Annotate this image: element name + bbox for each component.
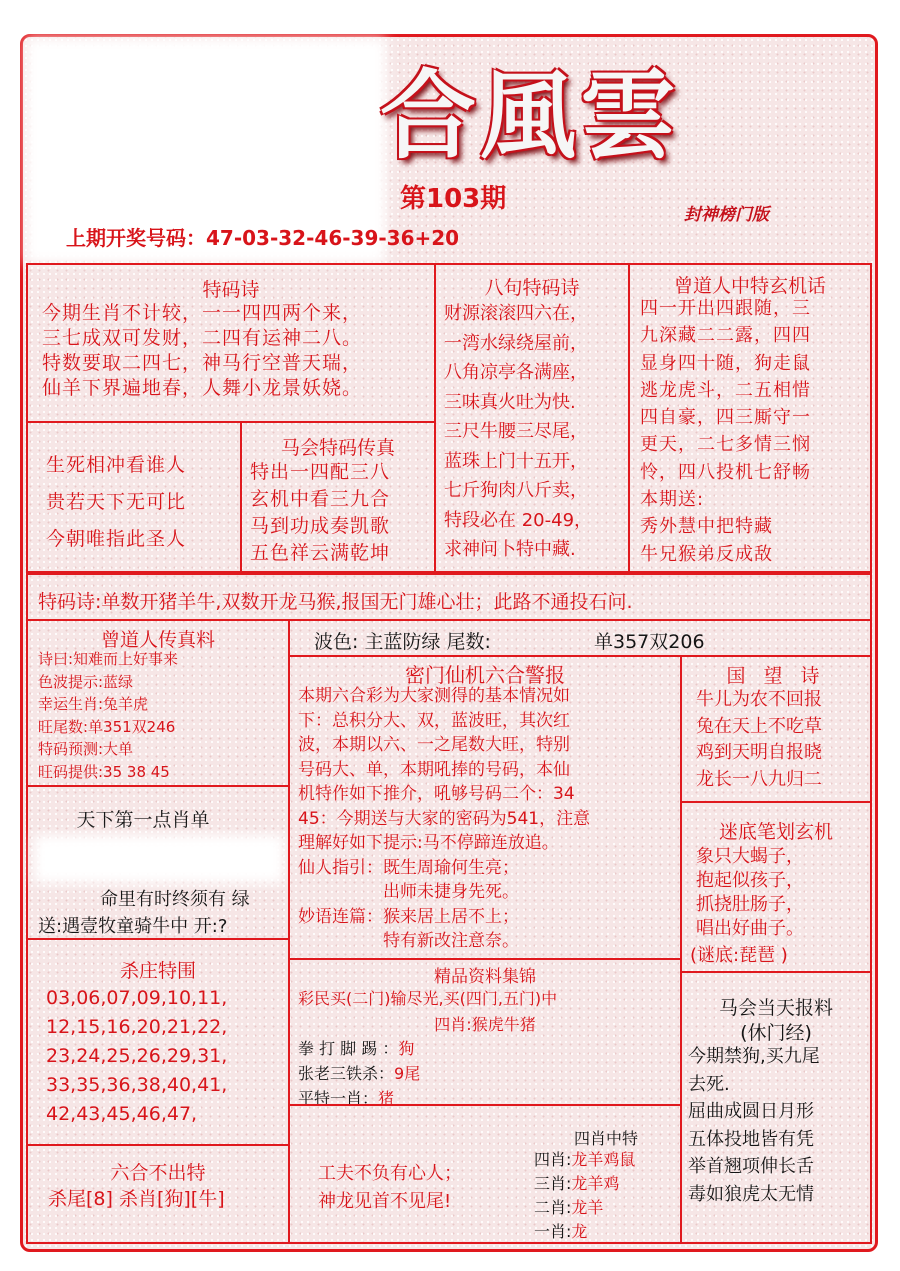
guowang-box <box>680 655 872 803</box>
text-line: 妙语连篇：猴来居上居不上； <box>298 906 519 927</box>
banner-box <box>26 573 872 621</box>
text-line: 特有新改注意奈。 <box>298 931 519 951</box>
item-label: 张老三铁杀： <box>298 1064 395 1083</box>
wave-left: 波色: 主蓝防绿 尾数: <box>314 631 491 653</box>
zodiac-label: 三肖: <box>534 1174 572 1193</box>
secret-text <box>298 684 590 954</box>
text-line: 玄机中看三九合 <box>250 488 391 510</box>
text-line: 逃龙虎斗，二五相惜 <box>640 379 811 401</box>
text-line: 神龙见首不见尾! <box>318 1191 452 1212</box>
number-line: 33,35,36,38,40,41, <box>46 1074 228 1096</box>
text-line: 波，本期以六、一之尾数大旺，特别 <box>298 735 570 755</box>
text-line: 四一开出四跟随，三 <box>640 298 811 319</box>
horse-day-box <box>680 971 872 1244</box>
jingpin-line2: 四肖:猴虎牛猪 <box>434 1015 536 1034</box>
number-one-line1: 命里有时终须有 绿 <box>100 889 250 910</box>
poem-line: 一湾水绿绕屋前， <box>444 332 588 354</box>
life-death-text <box>46 447 186 558</box>
riddle-box <box>680 801 872 973</box>
zodiac-value: 龙羊鸡 <box>571 1174 620 1193</box>
zeng-words-box <box>628 263 872 573</box>
text-line: 理解好如下提示:马不停蹄连放追。 <box>298 833 559 853</box>
poem-line: 龙长一八九归二 <box>696 768 822 790</box>
guowang-text <box>696 687 822 793</box>
number-line: 03,06,07,09,10,11, <box>46 987 228 1009</box>
horse-day-subtitle: (休门经) <box>740 1022 812 1044</box>
wave-right: 单357双206 <box>594 631 705 653</box>
bottom-middle-box <box>288 1104 682 1244</box>
number-one-title: 天下第一点肖单 <box>76 809 210 831</box>
zodiac-label: 二肖: <box>534 1198 572 1217</box>
poem-line: 特段必在 20-49， <box>444 509 593 531</box>
item-value: 9尾 <box>394 1064 421 1083</box>
text-line: 幸运生肖:兔羊虎 <box>38 695 149 713</box>
text-line: 今朝唯指此圣人 <box>46 528 187 550</box>
item-label: 平特一肖： <box>298 1089 379 1108</box>
number-line: 12,15,16,20,21,22, <box>46 1016 228 1038</box>
text-line: 仙人指引：既生周瑜何生亮； <box>298 857 519 878</box>
riddle-title: 迷底笔划玄机 <box>718 821 833 843</box>
riddle-line: 象只大蝎子， <box>696 846 804 867</box>
jingpin-items <box>298 1036 420 1111</box>
kill-box <box>26 938 290 1146</box>
text-line: 旺尾数:单351双246 <box>38 717 176 736</box>
text-line: 本期六合彩为大家测得的基本情况如 <box>298 686 570 706</box>
guowang-title: 国 望 诗 <box>726 665 826 687</box>
masthead-logo: 合風雲 <box>380 59 680 172</box>
zodiac-item <box>534 1196 635 1220</box>
no-special-title: 六合不出特 <box>110 1162 206 1184</box>
item-label: 拳 打 脚 踢 ： <box>298 1039 399 1058</box>
poem-line: 八角凉亭各满座， <box>444 362 588 383</box>
text-line: 生死相冲看谁人 <box>46 454 187 476</box>
no-special-box <box>26 1144 290 1244</box>
effort-text <box>318 1160 462 1216</box>
zeng-fax-box <box>26 619 290 787</box>
poem-line: 求神问卜特中藏. <box>444 539 576 560</box>
zodiac-label: 一肖: <box>534 1222 572 1241</box>
last-draw-numbers: 上期开奖号码：47-03-32-46-39-36+20 <box>66 226 460 250</box>
text-line: 下：总积分大、双，蓝波旺，其次红 <box>298 710 570 731</box>
text-line: 特出一四配三八 <box>250 461 391 483</box>
poem-line: 三味真火吐为快. <box>444 391 576 413</box>
zodiac-item <box>534 1148 635 1172</box>
text-line: 色波提示:蓝绿 <box>38 672 134 691</box>
item-value: 猪 <box>378 1089 395 1108</box>
zodiac-value: 龙 <box>571 1222 588 1241</box>
text-line: 显身四十随，狗走鼠 <box>640 352 811 374</box>
text-line: 出师未捷身先死。 <box>298 882 519 902</box>
zeng-fax-text <box>38 648 178 783</box>
text-line: 诗曰:知难而上好事来 <box>38 650 179 668</box>
text-line: 五色祥云满乾坤 <box>250 542 391 564</box>
text-line: 牛兄猴弟反成敌 <box>640 543 773 565</box>
number-one-line2: 送:遇壹牧童骑牛中 开:? <box>38 916 228 937</box>
text-line: 特码预测:大单 <box>38 740 134 758</box>
zodiac-value: 龙羊 <box>571 1198 604 1217</box>
jingpin-title: 精品资料集锦 <box>434 967 536 987</box>
jingpin-item <box>298 1061 420 1086</box>
poem-line: 三尺牛腰三尽尾， <box>444 421 588 442</box>
zeng-words-text <box>640 295 811 568</box>
horse-fax-text <box>250 459 390 567</box>
jingpin-item <box>298 1036 420 1061</box>
zeng-words-title: 曾道人中特玄机话 <box>673 275 826 297</box>
jingpin-box <box>288 958 682 1106</box>
edition-label: 封神榜门版 <box>684 205 769 225</box>
text-line: 九深藏二二露，四四 <box>640 325 811 347</box>
poem-line: 兔在天上不吃草 <box>696 715 822 737</box>
text-line: 本期送: <box>640 489 705 511</box>
secret-title: 密门仙机六合警报 <box>405 663 565 687</box>
riddle-line: 抓挠肚肠子， <box>696 894 804 915</box>
number-line: 23,24,25,26,29,31, <box>46 1045 228 1067</box>
no-special-line: 杀尾[8] 杀肖[狗][牛] <box>48 1188 225 1210</box>
horse-day-text <box>688 1043 820 1208</box>
horse-day-title: 马会当天报料 <box>718 997 833 1019</box>
text-line: 五体投地皆有凭 <box>688 1128 814 1150</box>
text-line: 工夫不负有心人； <box>318 1163 462 1184</box>
life-death-box <box>26 421 242 573</box>
text-line: 今期禁狗,买九尾 <box>688 1046 820 1067</box>
text-line: 45：今期送与大家的密码为541，注意 <box>298 808 591 829</box>
text-line: 毒如狼虎太无情 <box>688 1183 814 1205</box>
special-poem-box <box>26 263 436 423</box>
riddle-answer: (谜底:琵琶 ) <box>690 945 788 966</box>
text-line: 举首翘项伸长舌 <box>688 1156 814 1177</box>
kill-title: 杀庄特围 <box>119 960 196 982</box>
eight-lines-text <box>444 299 592 565</box>
special-poem-text <box>42 301 362 401</box>
eight-lines-title: 八句特码诗 <box>484 277 580 299</box>
text-line: 更天，二七多情三悯 <box>640 434 811 456</box>
poem-line: 特数要取二四七，神马行空普天瑞， <box>42 352 363 374</box>
text-line: 贵若天下无可比 <box>46 491 187 513</box>
text-line: 秀外慧中把特藏 <box>640 516 773 538</box>
item-value: 狗 <box>398 1039 415 1058</box>
text-line: 屈曲成圆日月形 <box>688 1101 814 1122</box>
text-line: 四自豪，四三厮守一 <box>640 407 811 429</box>
text-line: 号码大、单，本期吼捧的号码，本仙 <box>298 759 570 780</box>
poem-line: 七斤狗肉八斤卖， <box>444 480 588 501</box>
poem-line: 蓝珠上门十五开， <box>444 450 588 472</box>
jingpin-line1: 彩民买(二门)输尽光,买(四门,五门)中 <box>298 989 558 1008</box>
riddle-line: 唱出好曲子。 <box>696 918 804 939</box>
kill-numbers <box>46 984 227 1129</box>
zodiac-item <box>534 1220 635 1244</box>
four-zodiac-list <box>534 1148 635 1244</box>
riddle-line: 抱起似孩子， <box>696 870 804 891</box>
horse-fax-box <box>240 421 436 573</box>
zodiac-value: 龙羊鸡鼠 <box>571 1150 636 1169</box>
number-one-box <box>26 785 290 940</box>
zodiac-label: 四肖: <box>534 1150 572 1169</box>
text-line: 怜，四八投机七舒畅 <box>640 461 811 483</box>
poem-line: 仙羊下界遍地春，人舞小龙景妖娆。 <box>42 377 363 399</box>
text-line: 机特作如下推介，吼够号码二个：34 <box>298 784 575 804</box>
secret-box <box>288 655 682 960</box>
text-line: 去死. <box>688 1073 730 1095</box>
banner-text: 特码诗:单数开猪羊牛,双数开龙马猴,报国无门雄心壮；此路不通投石问. <box>38 591 633 613</box>
four-zodiac-title: 四肖中特 <box>574 1129 639 1148</box>
wave-box <box>288 619 872 657</box>
poem-line: 今期生肖不计较，一一四四两个来， <box>42 302 363 324</box>
issue-number: 第103期 <box>400 184 507 214</box>
zeng-fax-title: 曾道人传真料 <box>100 629 215 651</box>
poem-line: 财源滚滚四六在， <box>444 303 588 324</box>
text-line: 旺码提供:35 38 45 <box>38 762 170 781</box>
text-line: 马到功成奏凯歌 <box>250 515 391 537</box>
riddle-text <box>696 845 804 941</box>
blurred-area <box>34 835 284 883</box>
eight-lines-box <box>434 263 630 573</box>
poem-line: 三七成双可发财，二四有运神二八。 <box>42 327 363 349</box>
poem-line: 鸡到天明自报晓 <box>696 742 822 763</box>
poem-line: 牛儿为农不回报 <box>696 689 822 710</box>
horse-fax-title: 马会特码传真 <box>280 437 395 459</box>
number-line: 42,43,45,46,47, <box>46 1103 198 1125</box>
zodiac-item <box>534 1172 635 1196</box>
special-poem-title: 特码诗 <box>202 279 260 301</box>
